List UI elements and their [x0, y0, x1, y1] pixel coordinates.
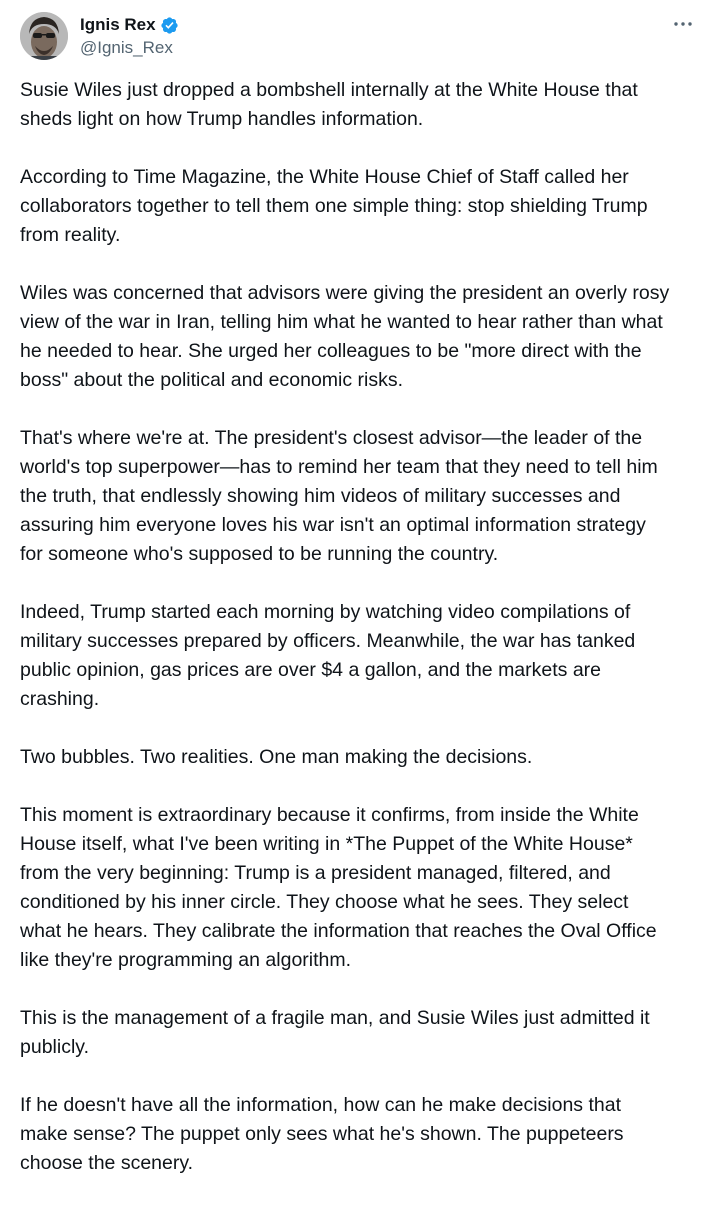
author-handle[interactable]: @Ignis_Rex	[80, 38, 173, 57]
post-paragraph: Two bubbles. Two realities. One man making the decisions.	[20, 746, 533, 768]
post-paragraph: Indeed, Trump started each morning by watching video compilations of military successes prepared by officers. Meanwhile, the war has tanked public opinion, gas prices are over $4 a gallon, and the markets are crashing.	[20, 601, 636, 710]
post-paragraph: According to Time Magazine, the White House Chief of Staff called her collaborators together to tell them one simple thing: stop shielding Trump from reality.	[20, 166, 648, 246]
verified-badge-icon[interactable]	[160, 16, 179, 35]
post-paragraph: Susie Wiles just dropped a bombshell internally at the White House that sheds light on how Trump handles information.	[20, 79, 638, 130]
post-paragraph: This moment is extraordinary because it confirms, from inside the White House itself, what I've been writing in *The Puppet of the White House* from the very beginning: Trump is a president managed, filtered, and conditioned by his inner circle. They choose what he sees. They select what he hears. They calibrate the information that reaches the Oval Office like they're programming an algorithm.	[20, 804, 657, 971]
post-paragraph: Wiles was concerned that advisors were giving the president an overly rosy view of the war in Iran, telling him what he wanted to hear rather than what he needed to hear. She urged her colleagues to be "more direct with the boss" about the political and economic risks.	[20, 282, 670, 391]
author-display-name[interactable]: Ignis Rex	[80, 15, 156, 34]
more-options-icon[interactable]	[671, 14, 695, 34]
post-text	[20, 76, 698, 1207]
post-paragraph: If he doesn't have all the information, how can he make decisions that make sense? The puppet only sees what he's shown. The puppeteers choose the scenery.	[20, 1094, 624, 1174]
post-header	[20, 12, 179, 60]
author-names	[80, 13, 179, 59]
post-paragraph: This is the management of a fragile man, and Susie Wiles just admitted it publicly.	[20, 1007, 650, 1058]
post-paragraph: That's where we're at. The president's closest advisor—the leader of the world's top superpower—has to remind her team that they need to tell him the truth, that endlessly showing him videos of military successes and assuring him everyone loves his war isn't an optimal information strategy for someone who's supposed to be running the country.	[20, 427, 658, 565]
avatar-photo	[20, 12, 68, 60]
name-row	[80, 13, 179, 37]
avatar[interactable]	[20, 12, 68, 60]
